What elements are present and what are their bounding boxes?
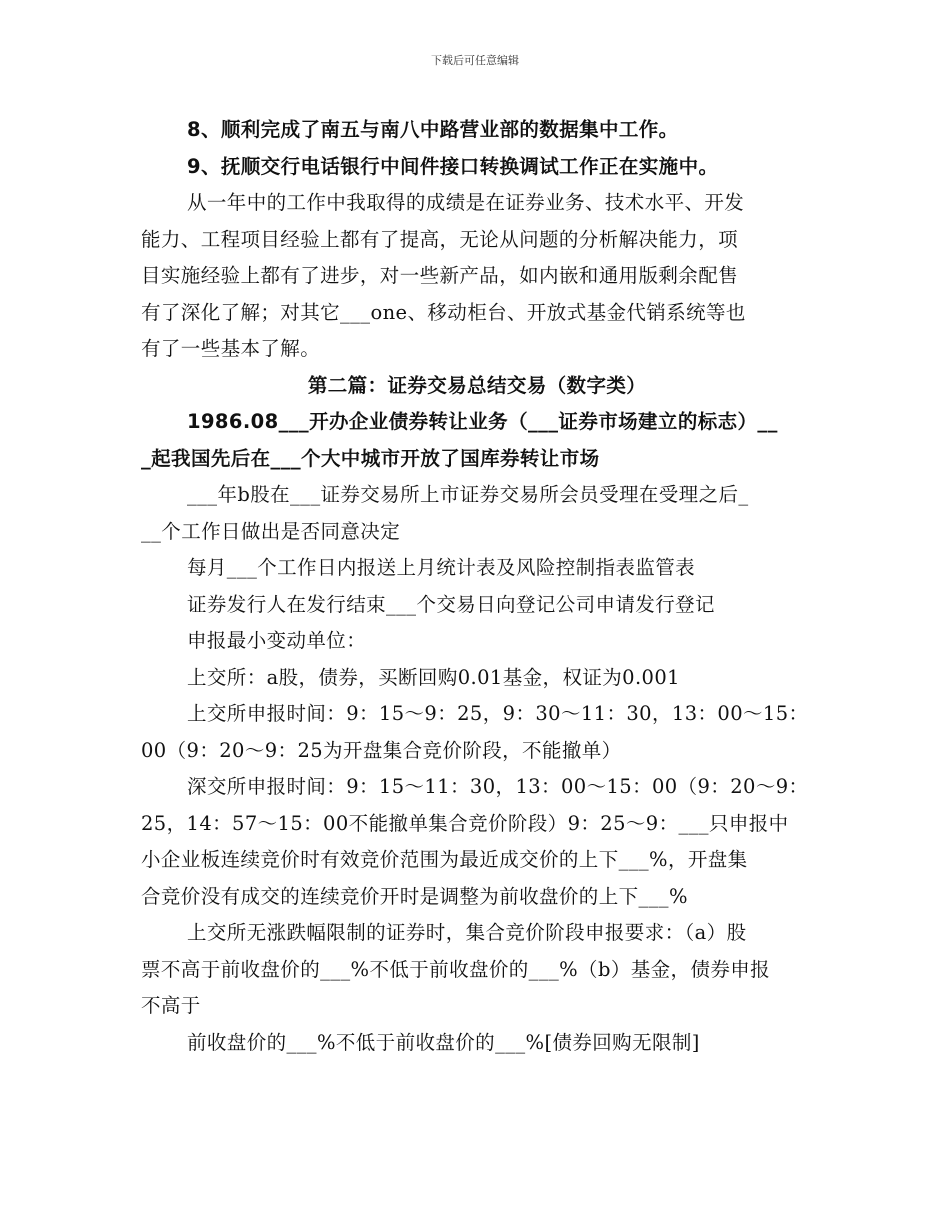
summary-paragraph-line: 有了深化了解；对其它___one、移动柜台、开放式基金代销系统等也 <box>141 300 746 324</box>
paragraph-line: 合竞价没有成交的连续竞价开时是调整为前收盘价的上下___% <box>141 884 688 908</box>
paragraph-line: 00（9：20～9：25为开盘集合竞价阶段，不能撤单） <box>141 738 622 762</box>
summary-paragraph-line: 能力、工程项目经验上都有了提高，无论从问题的分析解决能力，项 <box>141 227 739 251</box>
paragraph-line: 上交所：a股，债券，买断回购0.01基金，权证为0.001 <box>187 665 680 689</box>
paragraph-line: 每月___个工作日内报送上月统计表及风险控制指表监管表 <box>187 556 696 579</box>
summary-paragraph-line: 有了一些基本了解。 <box>141 337 321 360</box>
paragraph-line: 深交所申报时间：9：15～11：30，13：00～15：00（9：20～9： <box>187 775 809 798</box>
paragraph-line: 不高于 <box>141 994 201 1017</box>
paragraph-line: __个工作日做出是否同意决定 <box>141 519 401 543</box>
paragraph-line: 25，14：57～15：00不能撤单集合竞价阶段）9：25～9：___只申报中 <box>141 811 789 835</box>
paragraph-item-9: 9、抚顺交行电话银行中间件接口转换调试工作正在实施中。 <box>187 154 719 178</box>
header-note: 下载后可任意编辑 <box>431 54 519 67</box>
paragraph-line: 上交所无涨跌幅限制的证券时，集合竞价阶段申报要求：（a）股 <box>187 921 747 944</box>
summary-paragraph-line: 从一年中的工作中我取得的成绩是在证券业务、技术水平、开发 <box>187 191 745 214</box>
bold-paragraph-line: _起我国先后在___个大中城市开放了国库券转让市场 <box>141 446 600 470</box>
paragraph-line: 前收盘价的___%不低于前收盘价的___%[债券回购无限制] <box>187 1030 700 1054</box>
paragraph-line: 证券发行人在发行结束___个交易日向登记公司申请发行登记 <box>187 592 715 616</box>
paragraph-line: 上交所申报时间：9：15～9：25，9：30～11：30，13：00～15： <box>187 702 809 725</box>
paragraph-item-8: 8、顺利完成了南五与南八中路营业部的数据集中工作。 <box>187 118 679 141</box>
document-body <box>141 112 813 1061</box>
paragraph-line: ___年b股在___证券交易所上市证券交易所会员受理在受理之后_ <box>187 483 749 506</box>
paragraph-line: 票不高于前收盘价的___%不低于前收盘价的___%（b）基金，债券申报 <box>141 957 771 981</box>
section-heading: 第二篇：证券交易总结交易（数字类） <box>307 373 647 397</box>
bold-paragraph-line: 1986.08___开办企业债券转让业务（___证券市场建立的标志）__ <box>187 410 778 433</box>
paragraph-line: 申报最小变动单位： <box>187 629 367 652</box>
summary-paragraph-line: 目实施经验上都有了进步，对一些新产品，如内嵌和通用版剩余配售 <box>141 264 739 287</box>
paragraph-line: 小企业板连续竞价时有效竞价范围为最近成交价的上下___%，开盘集 <box>141 848 748 871</box>
